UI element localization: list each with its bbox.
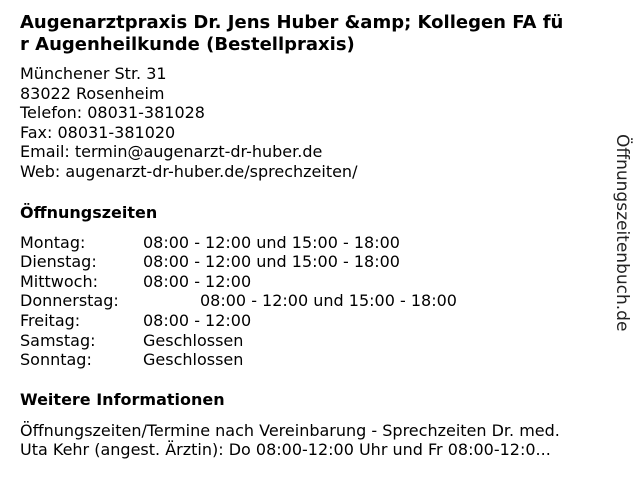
day-label: Mittwoch:: [20, 271, 98, 291]
city-address: 83022 Rosenheim: [20, 83, 165, 103]
hours-value: 08:00 - 12:00 und 15:00 - 18:00: [143, 252, 400, 272]
hours-value: Geschlossen: [143, 330, 244, 350]
opening-hours-table: [20, 233, 616, 370]
fax-number: Fax: 08031-381020: [20, 122, 176, 142]
day-label: Samstag:: [20, 330, 96, 350]
more-info-heading: Weitere Informationen: [20, 389, 225, 409]
more-info-line-1: Öffnungszeiten/Termine nach Vereinbarung - Sprechzeiten Dr. med.: [20, 420, 560, 440]
hours-value: 08:00 - 12:00: [143, 271, 252, 291]
website-url: Web: augenarzt-dr-huber.de/sprechzeiten/: [20, 161, 358, 181]
contact-block: [20, 64, 616, 182]
phone-number: Telefon: 08031-381028: [20, 103, 205, 123]
hours-row-sunday: [20, 350, 616, 370]
street-address: Münchener Str. 31: [20, 64, 167, 83]
email-address: Email: termin@augenarzt-dr-huber.de: [20, 142, 323, 162]
opening-hours-heading: Öffnungszeiten: [20, 202, 158, 222]
hours-value: 08:00 - 12:00: [143, 310, 252, 330]
day-label: Donnerstag:: [20, 291, 119, 311]
day-label: Freitag:: [20, 310, 81, 330]
site-brand-label: Öffnungszeitenbuch.de: [612, 134, 632, 332]
hours-row-friday: [20, 311, 616, 331]
practice-card: [20, 12, 616, 460]
hours-row-wednesday: [20, 272, 616, 292]
hours-row-thursday: [20, 291, 616, 311]
hours-row-monday: [20, 233, 616, 253]
day-label: Sonntag:: [20, 350, 92, 370]
hours-value: Geschlossen: [143, 350, 244, 370]
hours-value: 08:00 - 12:00 und 15:00 - 18:00: [200, 291, 457, 311]
hours-value: 08:00 - 12:00 und 15:00 - 18:00: [143, 232, 400, 252]
practice-title: [20, 12, 616, 56]
hours-row-saturday: [20, 331, 616, 351]
practice-title-line-1: Augenarztpraxis Dr. Jens Huber &amp; Kollegen FA fü: [20, 12, 564, 33]
day-label: Montag:: [20, 232, 86, 252]
more-info-line-2: Uta Kehr (angest. Ärztin): Do 08:00-12:00 Uhr und Fr 08:00-12:0...: [20, 440, 551, 460]
hours-row-tuesday: [20, 252, 616, 272]
day-label: Dienstag:: [20, 252, 97, 272]
more-info-text: [20, 421, 616, 460]
practice-title-line-2: r Augenheilkunde (Bestellpraxis): [20, 34, 355, 55]
